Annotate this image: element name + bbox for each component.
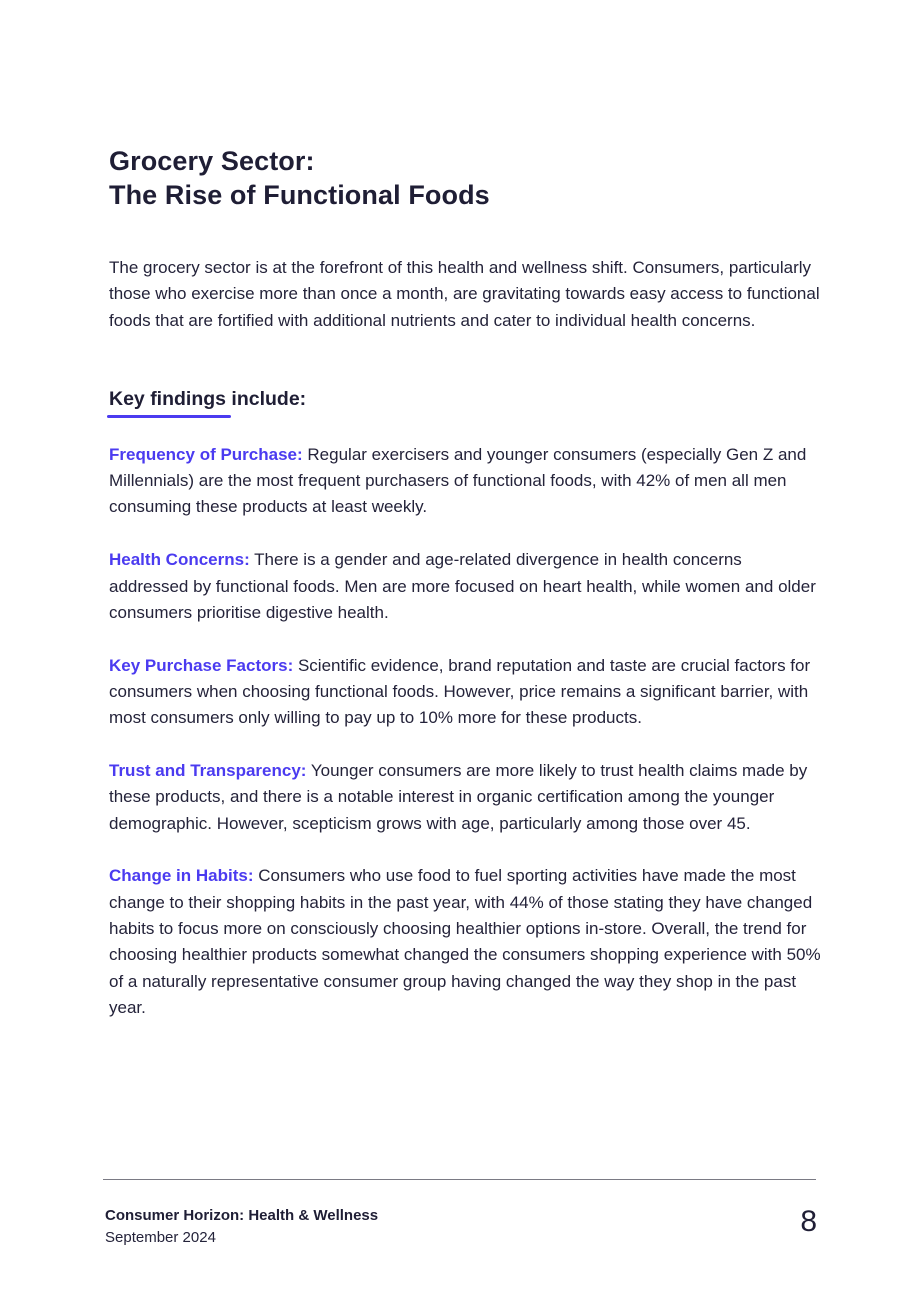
footer-publication-title: Consumer Horizon: Health & Wellness [105,1207,379,1224]
page-title [109,144,825,212]
finding-text: Consumers who use food to fuel sporting activities have made the most change to their shopping habits in the past year, with 44% of those stating they have changed habits to focus more on consciously choosing healthier options in-store. Overall, the trend for choosing healthier products somewhat changed the consumers shopping experience with 50% of a naturally representative consumer group having changed the way they shop in the past year. [109,866,821,1017]
finding-frequency-of-purchase [109,442,825,521]
key-findings-heading [109,386,306,412]
page-content [109,144,825,1048]
findings-list [109,442,825,1021]
finding-text: There is a gender and age-related divergence in health concerns addressed by functional foods. Men are more focused on heart health, while women and older consumers prioritise digestive health. [109,550,816,622]
key-findings-heading-text: Key findings include: [109,387,307,410]
page-title-line-1: Grocery Sector: [109,146,315,176]
finding-text: Scientific evidence, brand reputation and taste are crucial factors for consumers when choosing functional foods. However, price remains a significant barrier, with most consumers only willing to pay up to 10% more for these products. [109,655,811,728]
finding-label: Key Purchase Factors: [109,655,294,675]
finding-label: Trust and Transparency: [109,761,307,781]
finding-text: Younger consumers are more likely to trust health claims made by these products, and there is a notable interest in organic certification among the younger demographic. However, scepticism grows with age, particularly among those over 45. [109,761,808,833]
page-title-line-2: The Rise of Functional Foods [109,180,490,210]
finding-label: Change in Habits: [109,866,254,886]
footer-divider [103,1179,816,1180]
intro-paragraph: The grocery sector is at the forefront of this health and wellness shift. Consumers, particularly those who exercise more than once a month, are gravitating towards easy access to functional foods that are fortified with additional nutrients and cater to individual health concerns. [109,258,820,330]
finding-label: Health Concerns: [109,550,250,570]
finding-trust-and-transparency [109,758,825,837]
finding-change-in-habits [109,863,825,1021]
footer-date: September 2024 [105,1229,216,1246]
heading-underline [107,415,231,418]
finding-text: Regular exercisers and younger consumers (especially Gen Z and Millennials) are the most frequent purchasers of functional foods, with 42% of men all men consuming these products at least weekly. [109,444,807,517]
finding-key-purchase-factors [109,653,825,732]
finding-health-concerns [109,547,825,626]
page-number: 8 [800,1205,817,1238]
finding-label: Frequency of Purchase: [109,444,303,464]
